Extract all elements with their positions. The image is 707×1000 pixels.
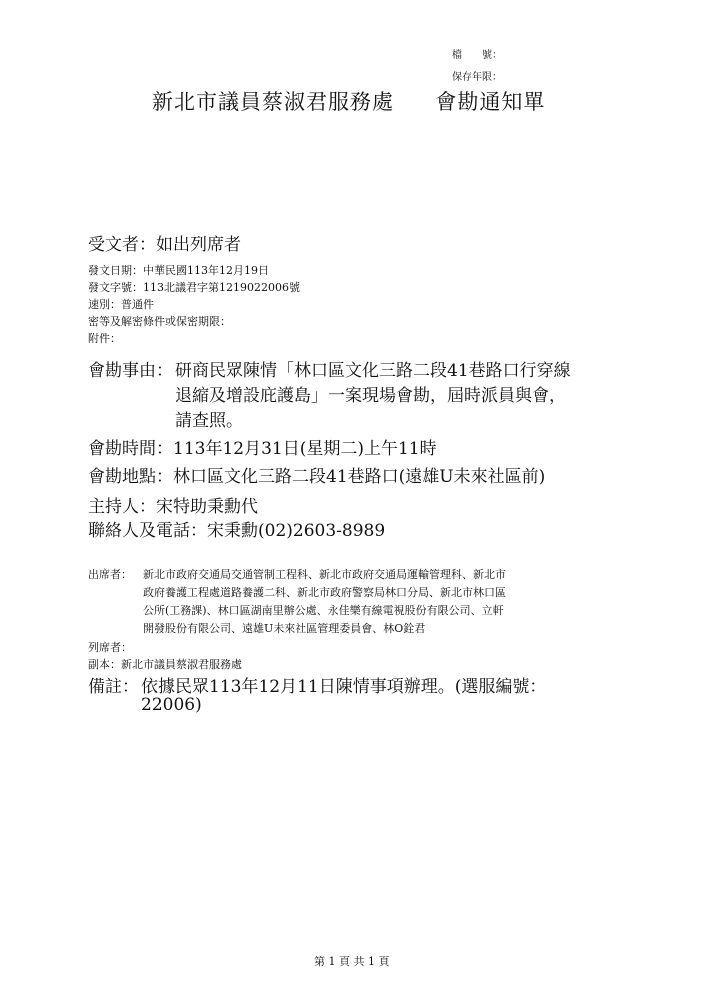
attendees-line-2: 政府養護工程處道路養護二科、新北市政府警察局林口分局、新北市林口區: [143, 586, 506, 599]
matter-line-3: 請查照。: [175, 411, 243, 431]
place-value: 林口區文化三路二段41巷路口(遠雄U未來社區前): [173, 467, 546, 487]
matter-label: 會勘事由：: [88, 361, 173, 381]
contact: [88, 516, 385, 541]
inspection-time: [88, 434, 437, 459]
attendees-line-1: 新北市政府交通局交通管制工程科、新北市政府交通局運輸管理科、新北市: [143, 568, 506, 581]
remark-line-2: 22006): [141, 695, 202, 715]
file-number-label: 檔 號：: [452, 50, 502, 61]
observers-label: 列席者：: [88, 641, 132, 654]
contact-value: 宋秉勳(02)2603-8989: [207, 521, 386, 541]
matter-line-2: 退縮及增設庇護島」一案現場會勘，屆時派員與會，: [175, 386, 566, 406]
host: [88, 492, 258, 517]
recipient-value: 如出列席者: [156, 235, 241, 255]
place-label: 會勘地點：: [88, 467, 173, 487]
office-name: 新北市議員蔡淑君服務處: [152, 90, 394, 114]
page-number: 第 1 頁 共 1 頁: [314, 955, 390, 968]
remark-label: 備註：: [88, 677, 139, 697]
page-title: [152, 86, 545, 116]
issue-number: 發文字號：113北議君字第1219022006號: [88, 281, 300, 294]
matter-line-1: 研商民眾陳情「林口區文化三路二段41巷路口行穿線: [175, 361, 571, 381]
recipient: [88, 230, 241, 255]
document-type: 會勘通知單: [435, 90, 546, 114]
host-value: 宋特助秉勳代: [156, 497, 258, 517]
contact-label: 聯絡人及電話：: [88, 521, 207, 541]
attendees-line-3: 公所(工務課)、林口區湖南里辦公處、永佳樂有線電視股份有限公司、立軒: [143, 604, 504, 617]
copy-recipient: 副本：新北市議員蔡淑君服務處: [88, 658, 242, 671]
secrecy-level: 密等及解密條件或保密期限：: [88, 315, 231, 328]
issue-date: 發文日期：中華民國113年12月19日: [88, 264, 269, 277]
recipient-label: 受文者：: [88, 235, 156, 255]
inspection-place: [88, 462, 545, 487]
remark-line-1: 依據民眾113年12月11日陳情事項辦理。(選服編號：: [141, 677, 547, 697]
retention-label: 保存年限：: [452, 72, 502, 83]
host-label: 主持人：: [88, 497, 156, 517]
attachment: 附件：: [88, 332, 121, 345]
attendees-line-4: 開發股份有限公司、遠雄U未來社區管理委員會、林O銓君: [143, 622, 426, 635]
attendees-label: 出席者：: [88, 568, 132, 581]
time-value: 113年12月31日(星期二)上午11時: [173, 439, 437, 459]
time-label: 會勘時間：: [88, 439, 173, 459]
speed-class: 速別：普通件: [88, 298, 154, 311]
